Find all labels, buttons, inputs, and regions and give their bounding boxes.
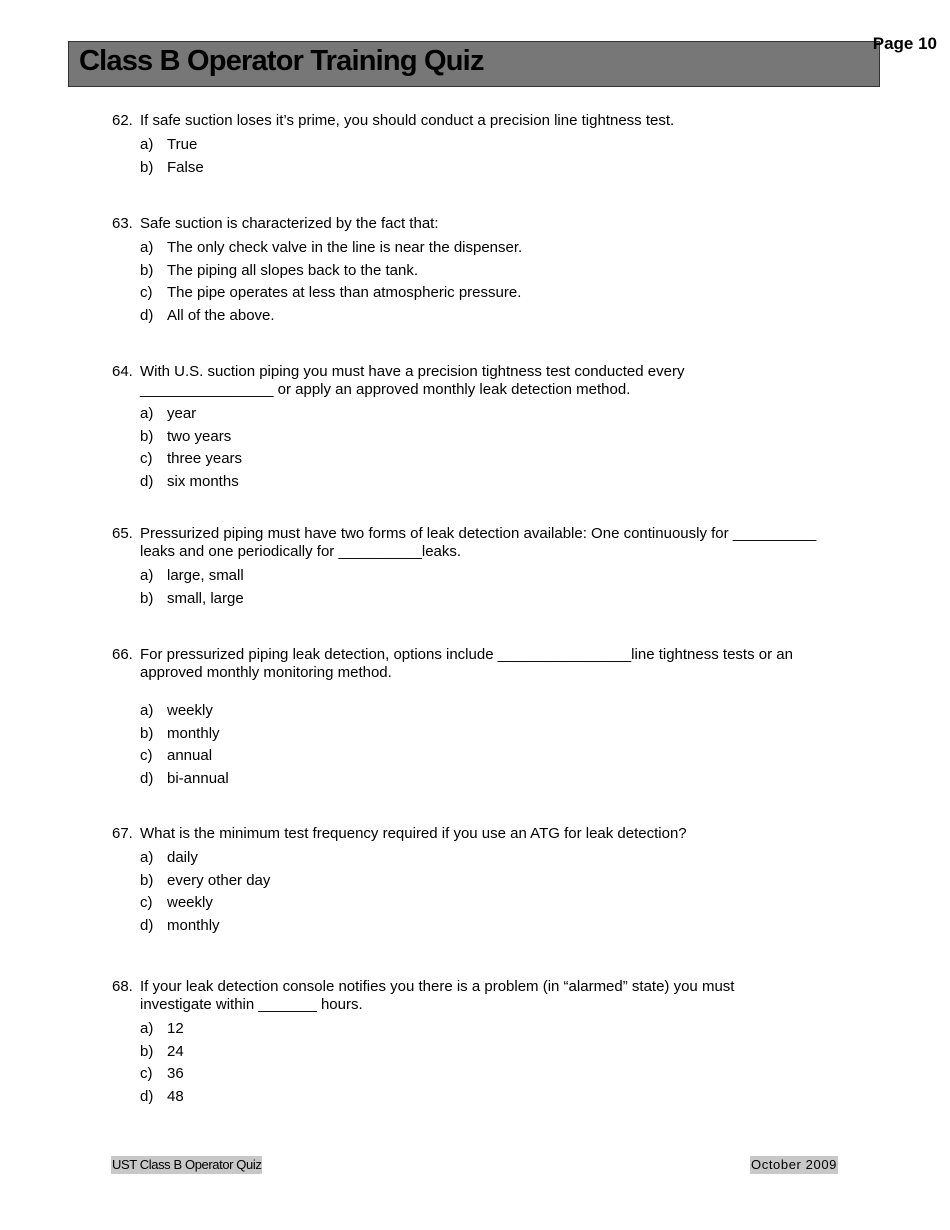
question-text: ________________ or apply an approved monthly leak detection method. [140,381,631,398]
footer-document-title: UST Class B Operator Quiz [112,1157,262,1172]
option-text: year [167,405,197,422]
option-letter: d) [140,306,154,324]
question-63 [112,215,852,327]
question-stem [112,646,852,682]
answer-option [112,700,852,723]
option-letter: d) [140,916,154,934]
option-letter: a) [140,702,154,719]
option-letter: c) [140,747,153,764]
question-text: If safe suction loses it’s prime, you should conduct a precision line tightness test. [140,112,675,129]
answer-option [112,305,852,328]
question-text: For pressurized piping leak detection, options include ________________line tightness tests or an [140,646,793,663]
option-letter: d) [140,472,154,490]
option-letter: b) [140,427,154,445]
answer-option [112,588,852,611]
question-62 [112,112,852,179]
option-text: weekly [167,894,213,911]
answer-option [112,847,852,870]
option-text: The pipe operates at less than atmospheric pressure. [167,284,522,301]
option-text: small, large [167,589,244,607]
option-text: annual [167,747,213,764]
option-text: The piping all slopes back to the tank. [167,261,418,279]
question-stem [112,363,852,399]
question-64 [112,363,852,493]
question-number: 63. [112,215,133,232]
question-text: investigate within _______ hours. [140,996,363,1013]
question-number: 68. [112,978,133,995]
option-letter: a) [140,567,154,584]
answer-option [112,260,852,283]
option-text: 48 [167,1087,184,1105]
option-text: monthly [167,916,220,934]
question-number: 62. [112,112,133,129]
answer-options [112,700,852,790]
option-letter: b) [140,724,154,742]
answer-option [112,157,852,180]
option-letter: c) [140,894,153,911]
option-letter: a) [140,136,154,153]
question-text: leaks and one periodically for __________leaks. [140,543,462,560]
option-text: 36 [167,1065,184,1082]
answer-option [112,282,852,305]
answer-options [112,1018,852,1108]
answer-option [112,870,852,893]
answer-option [112,1041,852,1064]
answer-option [112,565,852,588]
answer-option [112,768,852,791]
option-letter: a) [140,849,154,866]
page-number: Page 10 [872,34,937,53]
option-text: three years [167,450,243,467]
option-letter: d) [140,1087,154,1105]
option-text: daily [167,849,198,866]
answer-option [112,403,852,426]
answer-option [112,471,852,494]
question-number: 67. [112,825,133,842]
question-text: If your leak detection console notifies you there is a problem (in “alarmed” state) you must [140,978,735,995]
question-66 [112,646,852,790]
question-68 [112,978,852,1108]
answer-options [112,237,852,327]
option-text: The only check valve in the line is near the dispenser. [167,239,523,256]
answer-option [112,134,852,157]
header-bar [68,41,880,87]
page-title: Class B Operator Training Quiz [79,45,484,77]
answer-option [112,723,852,746]
option-text: All of the above. [167,306,275,324]
option-text: two years [167,427,232,445]
option-text: large, small [167,567,244,584]
option-letter: a) [140,239,154,256]
footer-date: October 2009 [751,1157,837,1172]
answer-option [112,745,852,768]
option-letter: d) [140,769,154,787]
question-stem [112,978,852,1014]
question-text: approved monthly monitoring method. [140,664,392,681]
answer-options [112,134,852,179]
answer-options [112,565,852,610]
option-text: False [167,158,204,176]
question-text: Pressurized piping must have two forms of leak detection available: One continuously for __________ [140,525,817,542]
question-text: With U.S. suction piping you must have a precision tightness test conducted every [140,363,685,380]
option-text: bi-annual [167,769,229,787]
option-text: monthly [167,724,220,742]
question-65 [112,525,852,610]
answer-option [112,892,852,915]
question-number: 66. [112,646,133,663]
answer-option [112,448,852,471]
answer-option [112,1086,852,1109]
option-letter: c) [140,284,153,301]
option-letter: b) [140,158,154,176]
answer-option [112,237,852,260]
option-letter: a) [140,405,154,422]
option-letter: b) [140,1042,154,1060]
question-text: What is the minimum test frequency required if you use an ATG for leak detection? [140,825,687,842]
answer-option [112,426,852,449]
option-text: weekly [167,702,213,719]
question-stem [112,112,852,130]
question-number: 64. [112,363,133,380]
question-stem [112,525,852,561]
answer-options [112,847,852,937]
option-text: 24 [167,1042,184,1060]
option-letter: c) [140,450,153,467]
option-text: 12 [167,1020,184,1037]
question-number: 65. [112,525,133,542]
question-67 [112,825,852,937]
answer-option [112,1063,852,1086]
question-stem [112,825,852,843]
answer-option [112,1018,852,1041]
option-letter: b) [140,261,154,279]
option-letter: a) [140,1020,154,1037]
question-text: Safe suction is characterized by the fact that: [140,215,439,232]
answer-option [112,915,852,938]
option-text: every other day [167,871,271,889]
option-letter: c) [140,1065,153,1082]
option-letter: b) [140,871,154,889]
option-text: True [167,136,198,153]
option-text: six months [167,472,239,490]
question-stem [112,215,852,233]
option-letter: b) [140,589,154,607]
answer-options [112,403,852,493]
